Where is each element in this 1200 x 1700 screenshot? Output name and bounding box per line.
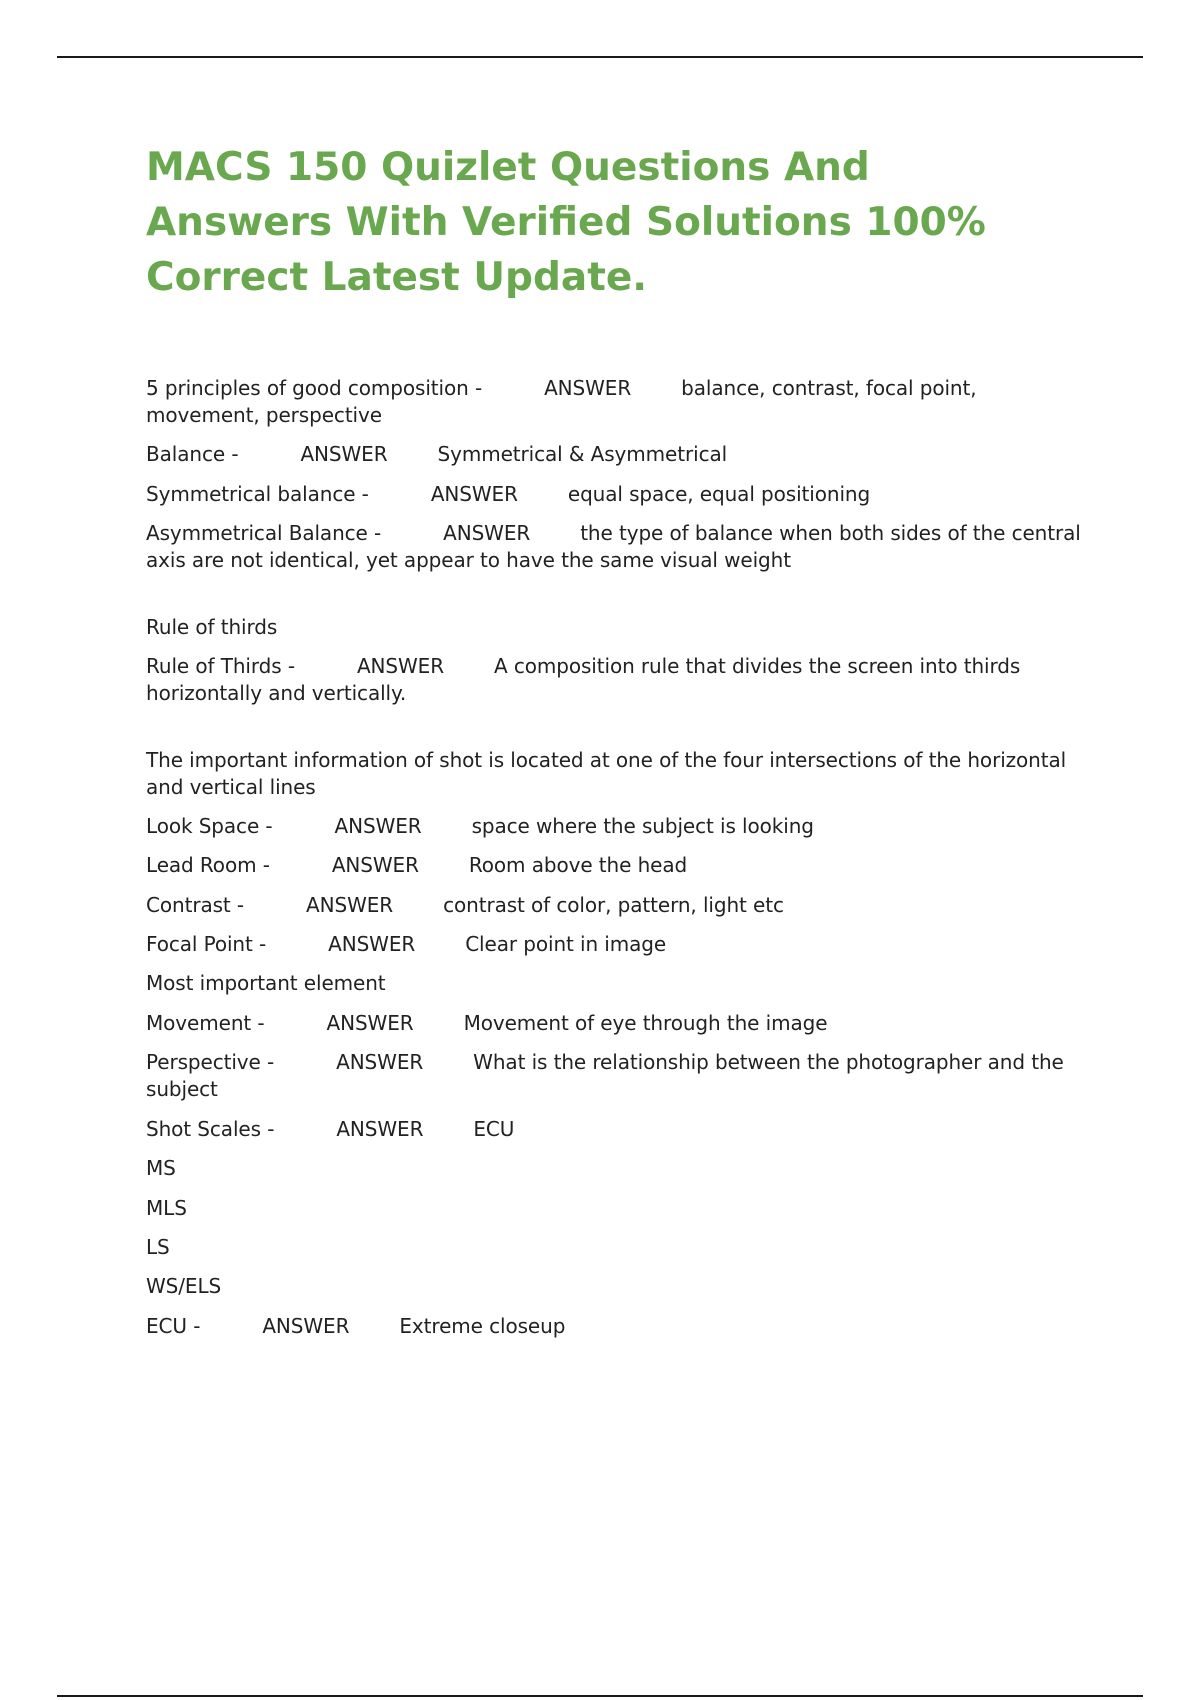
answer-text: the type of balance when both sides of the central axis are not identical, yet appear to have the same visual weight (146, 521, 1081, 572)
answer-text: Symmetrical & Asymmetrical (437, 442, 728, 466)
answer-marker: ANSWER (356, 654, 444, 678)
qa-item (146, 1049, 1096, 1103)
qa-item (146, 441, 1096, 468)
question-term: Shot Scales - (146, 1117, 275, 1141)
document-body (146, 140, 1096, 1340)
text-line: WS/ELS (146, 1274, 222, 1298)
question-term: Symmetrical balance - (146, 482, 369, 506)
qa-item (146, 813, 1096, 840)
qa-item (146, 653, 1096, 707)
question-term: ECU - (146, 1314, 201, 1338)
answer-marker: ANSWER (326, 1011, 414, 1035)
footer-rule (57, 1695, 1143, 1697)
text-line: MLS (146, 1196, 187, 1220)
question-term: Movement - (146, 1011, 265, 1035)
answer-marker: ANSWER (328, 932, 416, 956)
answer-text: space where the subject is looking (471, 814, 814, 838)
question-term: Look Space - (146, 814, 273, 838)
qa-item (146, 1010, 1096, 1037)
answer-text: Clear point in image (465, 932, 667, 956)
qa-item (146, 520, 1096, 574)
qa-item (146, 892, 1096, 919)
question-term: Contrast - (146, 893, 245, 917)
answer-text: Movement of eye through the image (463, 1011, 828, 1035)
text-line: The important information of shot is located at one of the four intersections of the horizontal and vertical lines (146, 748, 1067, 799)
qa-list (146, 375, 1096, 1340)
answer-text: equal space, equal positioning (567, 482, 871, 506)
question-term: Lead Room - (146, 853, 270, 877)
answer-marker: ANSWER (544, 376, 632, 400)
question-term: Perspective - (146, 1050, 275, 1074)
answer-marker: ANSWER (430, 482, 518, 506)
answer-marker: ANSWER (306, 893, 394, 917)
text-line: Most important element (146, 971, 386, 995)
answer-marker: ANSWER (336, 1050, 424, 1074)
document-title: MACS 150 Quizlet Questions And Answers With Verified Solutions 100% Correct Latest Update. (146, 145, 986, 300)
answer-marker: ANSWER (336, 1117, 424, 1141)
answer-text: contrast of color, pattern, light etc (443, 893, 784, 917)
answer-text: Extreme closeup (399, 1314, 566, 1338)
qa-item (146, 1313, 1096, 1340)
answer-marker: ANSWER (443, 521, 531, 545)
question-term: 5 principles of good composition - (146, 376, 483, 400)
question-term: Asymmetrical Balance - (146, 521, 382, 545)
text-line: MS (146, 1156, 176, 1180)
qa-item (146, 481, 1096, 508)
qa-item (146, 852, 1096, 879)
answer-text: A composition rule that divides the screen into thirds horizontally and vertically. (146, 654, 1021, 705)
qa-item (146, 931, 1096, 958)
answer-marker: ANSWER (331, 853, 419, 877)
qa-item (146, 375, 1096, 429)
qa-item (146, 1116, 1096, 1143)
answer-text: ECU (473, 1117, 515, 1141)
answer-marker: ANSWER (300, 442, 388, 466)
header-rule (57, 56, 1143, 58)
text-line: Rule of thirds (146, 615, 278, 639)
question-term: Focal Point - (146, 932, 267, 956)
text-line: LS (146, 1235, 170, 1259)
answer-marker: ANSWER (334, 814, 422, 838)
answer-text: balance, contrast, focal point, movement, perspective (146, 376, 977, 427)
answer-text: Room above the head (468, 853, 688, 877)
answer-marker: ANSWER (262, 1314, 350, 1338)
question-term: Balance - (146, 442, 239, 466)
answer-text: What is the relationship between the photographer and the subject (146, 1050, 1064, 1101)
question-term: Rule of Thirds - (146, 654, 295, 678)
